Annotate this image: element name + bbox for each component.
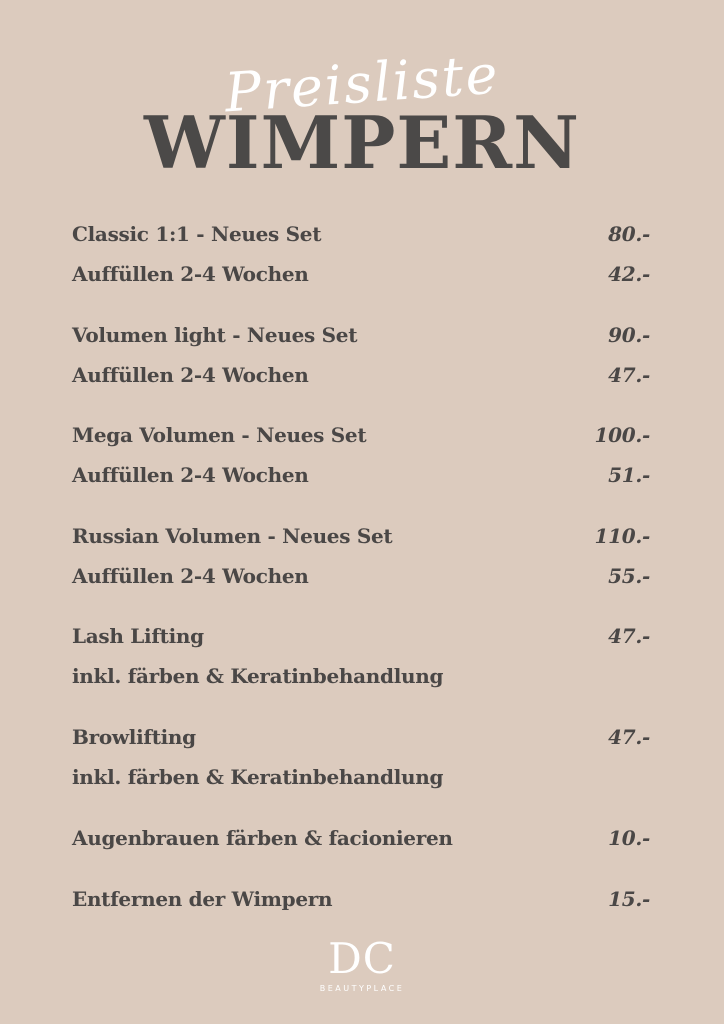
service-price: 110.- [594, 524, 650, 548]
price-row [72, 363, 650, 393]
header [0, 40, 724, 185]
service-name: Classic 1:1 - Neues Set [72, 222, 322, 246]
price-row [72, 323, 650, 353]
service-name: Augenbrauen färben & facionieren [72, 826, 453, 850]
service-price: 47.- [608, 725, 650, 749]
service-name: Browlifting [72, 725, 196, 749]
service-price: 10.- [608, 826, 650, 850]
brand-logo [0, 936, 724, 993]
service-name: Auffüllen 2-4 Wochen [72, 363, 309, 387]
service-name: Volumen light - Neues Set [72, 323, 358, 347]
service-note-row [72, 664, 650, 694]
service-name: Auffüllen 2-4 Wochen [72, 564, 309, 588]
service-price: 80.- [608, 222, 650, 246]
price-row [72, 222, 650, 252]
price-row [72, 725, 650, 755]
price-row [72, 524, 650, 554]
page-title: WIMPERN [144, 100, 580, 185]
service-note: inkl. färben & Keratinbehandlung [72, 664, 444, 688]
logo-subtitle: BEAUTYPLACE [319, 984, 405, 993]
service-price: 55.- [608, 564, 650, 588]
price-row [72, 423, 650, 453]
service-price: 47.- [608, 363, 650, 387]
price-row [72, 826, 650, 856]
service-price: 90.- [608, 323, 650, 347]
price-row [72, 887, 650, 917]
service-name: Russian Volumen - Neues Set [72, 524, 393, 548]
service-price: 42.- [608, 262, 650, 286]
service-name: Auffüllen 2-4 Wochen [72, 463, 309, 487]
script-title: Preisliste [222, 42, 502, 125]
service-price: 51.- [608, 463, 650, 487]
service-name: Lash Lifting [72, 624, 204, 648]
service-name: Entfernen der Wimpern [72, 887, 333, 911]
service-name: Auffüllen 2-4 Wochen [72, 262, 309, 286]
service-price: 15.- [608, 887, 650, 911]
service-note-row [72, 765, 650, 795]
price-row [72, 624, 650, 654]
price-row [72, 262, 650, 292]
price-row [72, 564, 650, 594]
price-row [72, 463, 650, 493]
service-name: Mega Volumen - Neues Set [72, 423, 367, 447]
logo-monogram: DC [328, 934, 396, 983]
service-note: inkl. färben & Keratinbehandlung [72, 765, 444, 789]
service-price: 100.- [594, 423, 650, 447]
service-price: 47.- [608, 624, 650, 648]
